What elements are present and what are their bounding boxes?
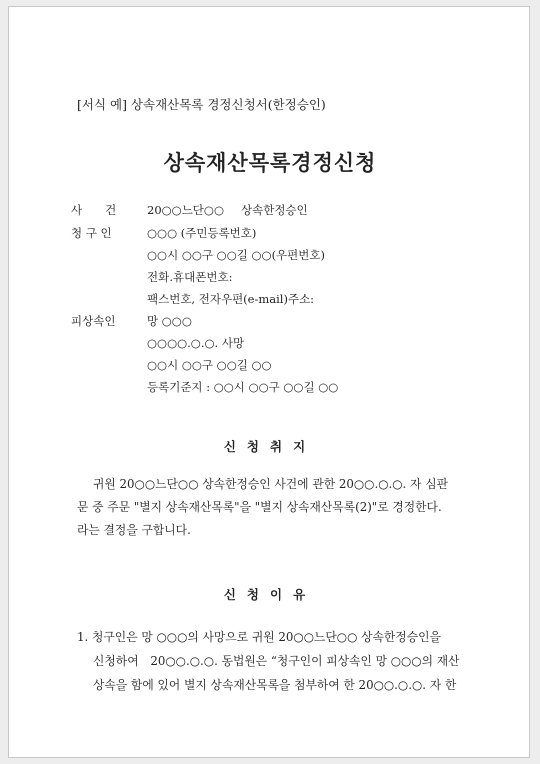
claimant-label: 청 구 인 [71,226,112,240]
claimant-fax-email: 팩스번호, 전자우편(e-mail)주소: [147,292,315,306]
form-label: [서식 예] 상속재산목록 경정신청서(한정승인) [77,97,326,112]
purpose-line-3: 라는 결정을 구합니다. [77,523,191,537]
decedent-label: 피상속인 [71,314,116,328]
decedent-death-date: ○○○○.○.○. 사망 [147,336,245,350]
purpose-line-2: 문 중 주문 "별지 상속재산목록"을 "별지 상속재산목록(2)"로 경정한다. [77,500,442,514]
case-number: 20○○느단○○ [147,203,224,217]
reason-line-3: 상속을 함에 있어 별지 상속재산목록을 첨부하여 한 20○○.○.○. 자 한 [93,678,457,692]
reason-line-2: 신청하여 20○○.○.○. 동법원은 “청구인이 피상속인 망 ○○○의 재산 [93,654,460,668]
document-title: 상속재산목록경정신청 [163,150,377,175]
decedent-registry: 등록기준지 : ○○시 ○○구 ○○길 ○○ [147,380,339,394]
claimant-phone: 전화․휴대폰번호: [147,270,233,284]
purpose-heading: 신청취지 [223,439,317,454]
document-page [8,6,530,758]
claimant-name: ○○○ (주민등록번호) [147,226,257,240]
claimant-address: ○○시 ○○구 ○○길 ○○(우편번호) [147,248,325,262]
reason-heading: 신청이유 [223,587,317,602]
reason-line-1: 1. 청구인은 망 ○○○의 사망으로 귀원 20○○느단○○ 상속한정승인을 [77,630,441,644]
decedent-name: 망 ○○○ [147,314,192,328]
purpose-line-1: 귀원 20○○느단○○ 상속한정승인 사건에 관한 20○○.○.○. 자 심판 [93,477,448,491]
case-name: 상속한정승인 [241,203,308,217]
case-label: 사 건 [71,203,117,217]
decedent-address: ○○시 ○○구 ○○길 ○○ [147,358,272,372]
